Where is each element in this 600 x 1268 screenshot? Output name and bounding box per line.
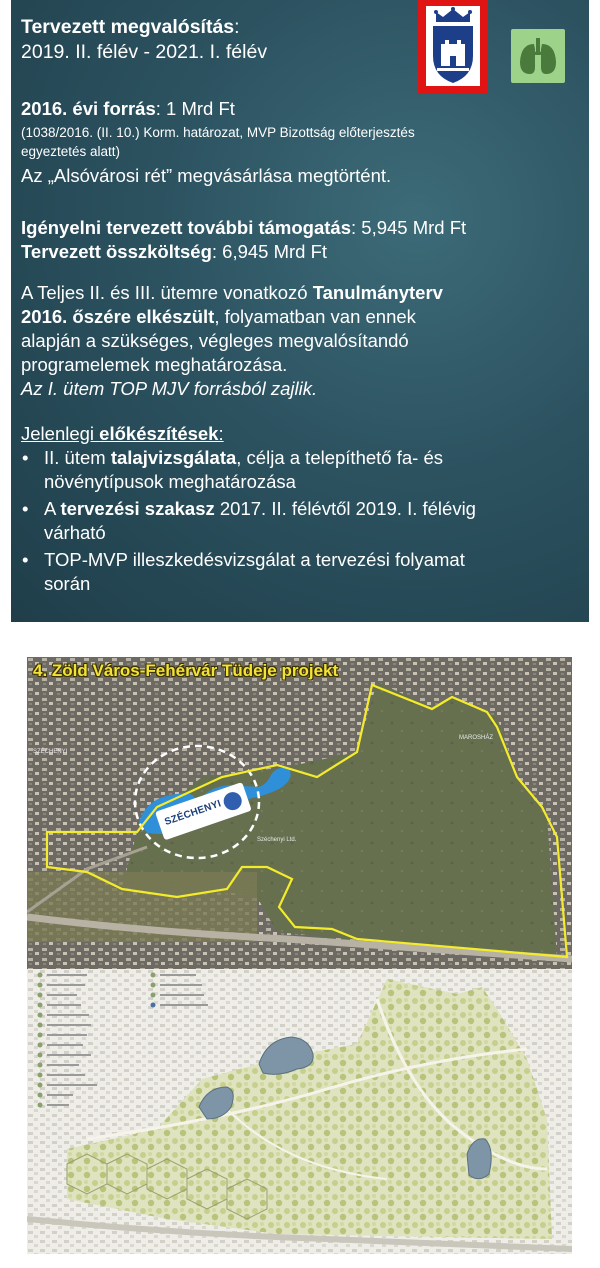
source-note-line1: (1038/2016. (II. 10.) Korm. határozat, MVP Bizottság előterjesztés (21, 125, 415, 140)
aerial-photo (27, 657, 572, 969)
study-line-1: A Teljes II. és III. ütemre vonatkozó Tanulmányterv (21, 282, 443, 303)
implementation-period: 2019. II. félév - 2021. I. félév (21, 41, 268, 63)
study-line-2: 2016. őszére elkészült, folyamatban van ennek (21, 306, 416, 327)
master-plan-drawing (27, 969, 572, 1254)
szechenyi-logo-icon (221, 790, 244, 813)
city-crest-icon (426, 6, 480, 86)
preparation-item-top-mvp: • TOP-MVP illeszkedésvizsgálat a tervezési folyamat során (22, 549, 465, 594)
total-cost-line: Tervezett összköltség: 6,945 Mrd Ft (21, 241, 328, 262)
project-title: 4. Zöld Város-Fehérvár Tüdeje projekt (33, 661, 339, 680)
implementation-heading: Tervezett megvalósítás: (21, 16, 240, 38)
project-info-slide (11, 0, 589, 622)
study-line-3: alapján a szükséges, végleges megvalósítandó (21, 330, 409, 351)
study-line-4: programelemek meghatározása. (21, 354, 288, 375)
map-label-marosház: MAROSHÁZ (459, 735, 494, 741)
crest-frame (418, 0, 488, 94)
purchase-line: Az „Alsóvárosi rét” megvásárlása megtörtént. (21, 165, 392, 186)
lungs-icon (511, 29, 565, 83)
szechenyi-badge: SZÉCHENYI (155, 782, 252, 840)
map-label-site: Széchenyi Ltd. (257, 837, 297, 843)
source-note-line2: egyeztetés alatt) (21, 144, 121, 159)
additional-funding-line: Igényelni tervezett további támogatás: 5,945 Mrd Ft (21, 217, 467, 238)
preparation-list (19, 446, 579, 599)
preparation-heading: Jelenlegi előkészítések: (21, 423, 224, 444)
preparation-item-design: • A tervezési szakasz 2017. II. félévtől 2019. I. félévig várható (22, 498, 476, 543)
map-label-district: SZÉCHENYI (33, 749, 68, 755)
study-line-5: Az I. ütem TOP MJV forrásból zajlik. (21, 378, 318, 399)
preparation-item-soil: • II. ütem talajvizsgálata, célja a telepíthető fa- és növénytípusok meghatározása (22, 447, 443, 492)
source-2016-line: 2016. évi forrás: 1 Mrd Ft (21, 98, 235, 119)
